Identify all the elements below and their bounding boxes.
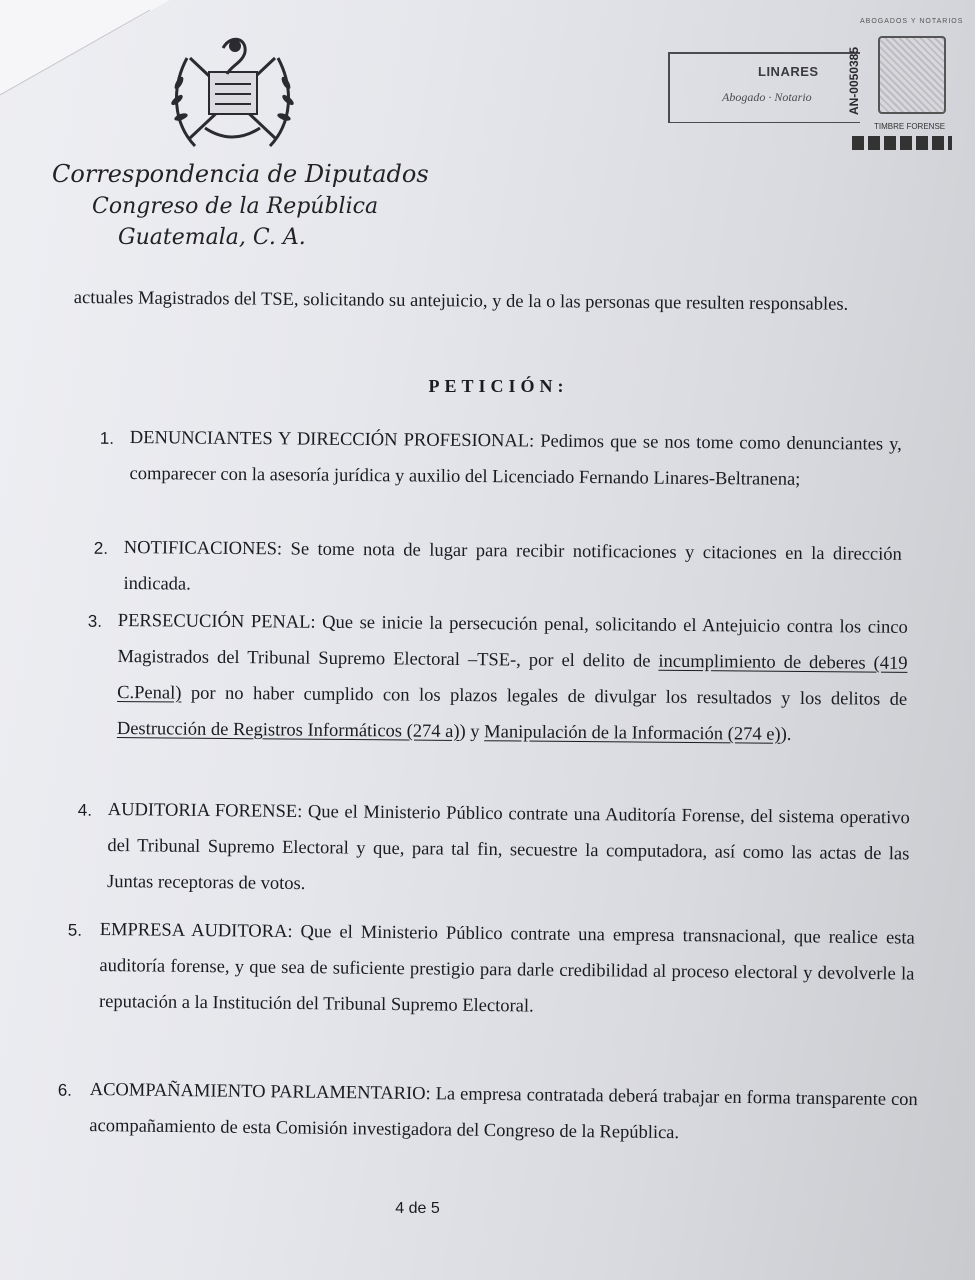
letterhead-line-1: Correspondencia de Diputados — [52, 160, 429, 188]
list-item-text-d: ). — [780, 724, 792, 745]
list-item-number: 2. — [93, 538, 109, 558]
timbre-forense — [847, 18, 964, 158]
list-item-title: NOTIFICACIONES: — [123, 537, 283, 560]
section-heading — [0, 376, 975, 397]
timbre-barcode — [852, 136, 952, 150]
list-item-text-b: por no haber cumplido con los plazos legales de divulgar los resultados y los delitos de — [181, 683, 908, 710]
list-item-number: 1. — [99, 428, 115, 448]
list-item — [93, 530, 902, 609]
list-item-text: Se tome nota de lugar para recibir notificaciones y citaciones en la dirección indicada. — [123, 539, 902, 595]
timbre-seal-icon — [878, 36, 946, 114]
list-item-text: Pedimos que se nos tome como denunciantes y, comparecer con la asesoría jurídica y auxilio del Licenciado Fernando Linares-Beltranena; — [129, 431, 902, 490]
underlined-offense-2: Destrucción de Registros Informáticos (274 a) — [116, 718, 460, 742]
list-item-text-a: Que se inicie la persecución penal, solicitando el Antejuicio contra los cinco Magistrados del Tribunal Supremo Electoral –TSE-, por el delito de — [117, 612, 908, 672]
list-item-text: Que el Ministerio Público contrate una Auditoría Forense, del sistema operativo del Tribunal Supremo Electoral y que, para tal fin, secuestre la computadora, así como las actas de las Juntas receptoras de votos. — [106, 802, 910, 895]
notary-stamp — [668, 52, 860, 123]
list-item-number: 5. — [67, 920, 83, 940]
list-item — [99, 420, 902, 499]
list-item — [77, 792, 910, 908]
guatemala-coat-of-arms-icon — [165, 28, 300, 156]
list-item-number: 4. — [77, 800, 93, 820]
list-item-number: 3. — [87, 611, 103, 631]
intro-paragraph: actuales Magistrados del TSE, solicitando su antejuicio, y de la o las personas que resulten responsables. — [73, 287, 849, 315]
stamp-name: LINARES — [758, 64, 819, 79]
timbre-label: TIMBRE FORENSE — [874, 122, 946, 131]
stamp-role: Abogado · Notario — [722, 90, 812, 104]
list-item-text: Que el Ministerio Público contrate una empresa transnacional, que realice esta auditoría forense, y que sea de suficiente prestigio para darle credibilidad al proceso electoral y devolverle la reputación a la Institución del Tribunal Supremo Electoral. — [98, 922, 915, 1017]
list-item-title: EMPRESA AUDITORA: — [99, 919, 293, 943]
list-item-title: AUDITORIA FORENSE: — [107, 799, 303, 823]
timbre-serial: AN-0050385 — [847, 46, 862, 116]
letterhead-line-3: Guatemala, C. A. — [118, 225, 306, 250]
list-item-title: ACOMPAÑAMIENTO PARLAMENTARIO: — [89, 1079, 431, 1105]
list-item-number: 6. — [57, 1080, 73, 1100]
list-item-title: PERSECUCIÓN PENAL: — [117, 610, 316, 633]
letterhead — [52, 160, 429, 250]
page-number: 4 de 5 — [395, 1200, 440, 1217]
list-item — [87, 603, 908, 754]
letterhead-line-2: Congreso de la República — [92, 194, 379, 219]
list-item — [67, 912, 915, 1029]
list-item-text-c: ) y — [459, 721, 485, 743]
section-heading-text: PETICIÓN: — [428, 376, 569, 396]
underlined-offense-1: incumplimiento de deberes (419 C.Penal) — [117, 651, 908, 704]
underlined-offense-3: Manipulación de la Información (274 e) — [484, 722, 781, 745]
timbre-header: ABOGADOS Y NOTARIOS — [860, 18, 964, 25]
list-item-title: DENUNCIANTES Y DIRECCIÓN PROFESIONAL: — [129, 427, 535, 452]
list-item-text: La empresa contratada deberá trabajar en forma transparente con acompañamiento de esta Comisión investigadora del Congreso de la República. — [89, 1084, 918, 1144]
list-item — [57, 1072, 918, 1154]
page-fold-shadow — [0, 0, 170, 120]
